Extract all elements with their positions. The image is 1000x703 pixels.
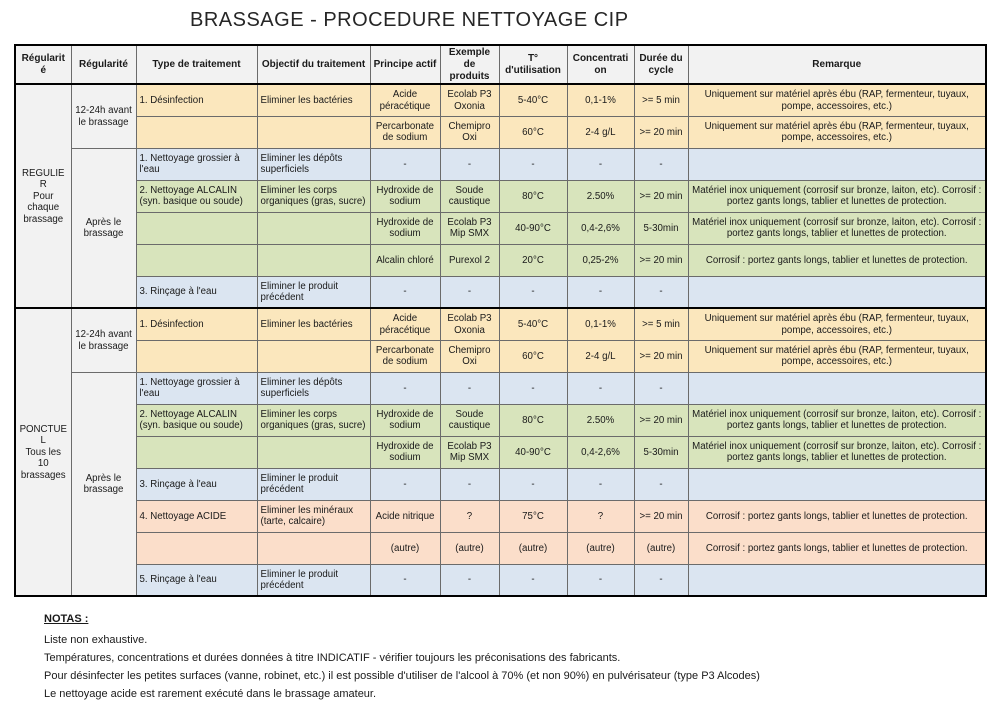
cell-duration: (autre) [634,532,688,564]
cell-objective [257,340,370,372]
cell-duration: - [634,564,688,596]
header-temperature: T° d'utilisation [499,45,567,84]
cell-temperature: 80°C [499,180,567,212]
note-line: Le nettoyage acide est rarement exécuté dans le brassage amateur. [44,688,377,701]
table-row [15,468,986,500]
cell-temperature: 75°C [499,500,567,532]
notes-heading: NOTAS : [44,613,89,626]
cell-objective [257,532,370,564]
cell-treatment-type [136,212,257,244]
cell-remark [688,468,986,500]
cell-objective: Eliminer les corps organiques (gras, sucre) [257,180,370,212]
cell-treatment-type: 1. Nettoyage grossier à l'eau [136,148,257,180]
cell-product: ? [440,500,499,532]
cell-concentration: 2.50% [567,404,634,436]
table-body [15,84,986,596]
cell-temperature: 5-40°C [499,308,567,340]
cell-duration: - [634,468,688,500]
cell-treatment-type: 2. Nettoyage ALCALIN (syn. basique ou soude) [136,180,257,212]
cell-concentration: ? [567,500,634,532]
cell-temperature: 80°C [499,404,567,436]
cell-active-principle: Acide péracétique [370,308,440,340]
cell-objective [257,212,370,244]
cell-temperature: 40-90°C [499,212,567,244]
cell-product: Ecolab P3 Mip SMX [440,436,499,468]
cell-product: (autre) [440,532,499,564]
cell-duration: >= 20 min [634,500,688,532]
regularity-subtitle: Tous les 10 brassages [20,446,66,481]
timing-cell: 12-24h avant le brassage [71,308,136,372]
timing-cell: 12-24h avant le brassage [71,84,136,148]
cell-objective [257,244,370,276]
table-header [15,45,986,84]
cell-product: - [440,372,499,404]
header-treatment-type: Type de traitement [136,45,257,84]
cell-treatment-type: 4. Nettoyage ACIDE [136,500,257,532]
regularity-subtitle: Pour chaque brassage [23,190,64,225]
cell-product: - [440,468,499,500]
cell-concentration: 2.50% [567,180,634,212]
cell-concentration: 0,1-1% [567,308,634,340]
cell-product: Chemipro Oxi [440,340,499,372]
cell-temperature: - [499,372,567,404]
cell-active-principle: Percarbonate de sodium [370,116,440,148]
table-row [15,244,986,276]
cell-remark [688,372,986,404]
table-row [15,532,986,564]
cell-active-principle: (autre) [370,532,440,564]
cell-treatment-type: 3. Rinçage à l'eau [136,276,257,308]
cell-objective: Eliminer le produit précédent [257,564,370,596]
cell-temperature: (autre) [499,532,567,564]
cell-concentration: - [567,564,634,596]
cell-treatment-type [136,532,257,564]
cell-concentration: - [567,148,634,180]
header-product-example: Exemple de produits [440,45,499,84]
table-row [15,180,986,212]
note-line: Liste non exhaustive. [44,634,148,647]
cell-remark: Corrosif : portez gants longs, tablier et lunettes de protection. [688,500,986,532]
cell-duration: 5-30min [634,212,688,244]
table-row [15,116,986,148]
cell-product: Soude caustique [440,180,499,212]
cell-duration: >= 20 min [634,244,688,276]
cell-temperature: 40-90°C [499,436,567,468]
header-objective: Objectif du traitement [257,45,370,84]
cell-treatment-type: 3. Rinçage à l'eau [136,468,257,500]
cell-remark: Uniquement sur matériel après ébu (RAP, fermenteur, tuyaux, pompe, accessoires, etc.) [688,308,986,340]
page-title: BRASSAGE - PROCEDURE NETTOYAGE CIP [190,9,629,31]
table-row [15,148,986,180]
table-row [15,564,986,596]
notes-section [44,613,1000,703]
cell-treatment-type [136,116,257,148]
cell-duration: - [634,148,688,180]
note-line: Températures, concentrations et durées données à titre INDICATIF - vérifier toujours les préconisations des fabricants. [44,652,621,665]
cell-temperature: 60°C [499,116,567,148]
timing-cell: Après le brassage [71,372,136,596]
cell-concentration: 2-4 g/L [567,116,634,148]
cell-duration: >= 20 min [634,404,688,436]
cell-active-principle: Hydroxide de sodium [370,436,440,468]
cell-concentration: - [567,468,634,500]
timing-cell: Après le brassage [71,148,136,308]
cell-remark [688,276,986,308]
cell-treatment-type [136,436,257,468]
header-cycle-duration: Durée du cycle [634,45,688,84]
cell-objective: Eliminer les corps organiques (gras, sucre) [257,404,370,436]
cell-remark: Uniquement sur matériel après ébu (RAP, fermenteur, tuyaux, pompe, accessoires, etc.) [688,116,986,148]
cell-objective: Eliminer le produit précédent [257,276,370,308]
cell-concentration: 0,4-2,6% [567,212,634,244]
regularity-cell [15,84,71,308]
cell-objective: Eliminer les bactéries [257,308,370,340]
cell-temperature: - [499,564,567,596]
cell-remark: Matériel inox uniquement (corrosif sur bronze, laiton, etc). Corrosif : portez gants longs, tablier et lunettes de protection. [688,212,986,244]
cell-objective: Eliminer les bactéries [257,84,370,116]
cell-active-principle: - [370,372,440,404]
cell-remark: Matériel inox uniquement (corrosif sur bronze, laiton, etc). Corrosif : portez gants longs, tablier et lunettes de protection. [688,436,986,468]
cell-active-principle: Acide péracétique [370,84,440,116]
cell-temperature: 60°C [499,340,567,372]
cell-concentration: (autre) [567,532,634,564]
table-row [15,436,986,468]
cell-objective [257,116,370,148]
cell-product: - [440,276,499,308]
cell-product: Chemipro Oxi [440,116,499,148]
table-row [15,372,986,404]
cell-remark: Corrosif : portez gants longs, tablier et lunettes de protection. [688,532,986,564]
cell-product: Ecolab P3 Oxonia [440,84,499,116]
cell-active-principle: - [370,148,440,180]
regularity-name: REGULIER [21,167,65,191]
cell-treatment-type: 1. Désinfection [136,308,257,340]
cell-concentration: 2-4 g/L [567,340,634,372]
table-row [15,340,986,372]
cell-duration: 5-30min [634,436,688,468]
cell-active-principle: Hydroxide de sodium [370,180,440,212]
cell-product: Ecolab P3 Oxonia [440,308,499,340]
cell-active-principle: - [370,276,440,308]
cell-temperature: - [499,148,567,180]
cell-product: Ecolab P3 Mip SMX [440,212,499,244]
table-row [15,500,986,532]
cell-treatment-type: 2. Nettoyage ALCALIN (syn. basique ou soude) [136,404,257,436]
cell-active-principle: Alcalin chloré [370,244,440,276]
cell-active-principle: - [370,468,440,500]
cell-objective: Eliminer les dépôts superficiels [257,372,370,404]
cell-treatment-type: 1. Désinfection [136,84,257,116]
cell-remark: Corrosif : portez gants longs, tablier et lunettes de protection. [688,244,986,276]
cell-objective: Eliminer les dépôts superficiels [257,148,370,180]
cell-duration: - [634,276,688,308]
cell-temperature: 5-40°C [499,84,567,116]
table-row [15,276,986,308]
table-row [15,212,986,244]
cell-concentration: 0,1-1% [567,84,634,116]
cell-duration: >= 20 min [634,180,688,212]
cell-remark: Matériel inox uniquement (corrosif sur bronze, laiton, etc). Corrosif : portez gants longs, tablier et lunettes de protection. [688,404,986,436]
cell-objective [257,436,370,468]
header-regularity-2: Régularité [71,45,136,84]
cell-concentration: - [567,372,634,404]
cell-concentration: - [567,276,634,308]
cell-treatment-type [136,340,257,372]
header-regularity-1: Régularité [15,45,71,84]
cell-duration: >= 20 min [634,116,688,148]
cell-remark [688,148,986,180]
cell-product: Soude caustique [440,404,499,436]
cell-objective: Eliminer les minéraux (tarte, calcaire) [257,500,370,532]
cell-concentration: 0,25-2% [567,244,634,276]
cell-treatment-type: 1. Nettoyage grossier à l'eau [136,372,257,404]
cell-active-principle: - [370,564,440,596]
cell-active-principle: Acide nitrique [370,500,440,532]
cip-procedure-table [14,44,987,597]
cell-temperature: - [499,468,567,500]
regularity-name: PONCTUEL [19,423,67,447]
cell-temperature: - [499,276,567,308]
table-row [15,84,986,116]
cell-duration: >= 20 min [634,340,688,372]
header-concentration: Concentration [567,45,634,84]
cell-product: - [440,564,499,596]
cell-duration: - [634,372,688,404]
header-row [15,45,986,84]
cell-product: - [440,148,499,180]
cell-temperature: 20°C [499,244,567,276]
cell-active-principle: Hydroxide de sodium [370,404,440,436]
cell-remark: Uniquement sur matériel après ébu (RAP, fermenteur, tuyaux, pompe, accessoires, etc.) [688,340,986,372]
cell-remark: Uniquement sur matériel après ébu (RAP, fermenteur, tuyaux, pompe, accessoires, etc.) [688,84,986,116]
cell-duration: >= 5 min [634,84,688,116]
cell-treatment-type: 5. Rinçage à l'eau [136,564,257,596]
regularity-cell [15,308,71,596]
cell-remark [688,564,986,596]
table-row [15,404,986,436]
cell-concentration: 0,4-2,6% [567,436,634,468]
cell-product: Purexol 2 [440,244,499,276]
cell-objective: Eliminer le produit précédent [257,468,370,500]
header-remark: Remarque [688,45,986,84]
cell-active-principle: Percarbonate de sodium [370,340,440,372]
cell-duration: >= 5 min [634,308,688,340]
header-active-principle: Principe actif [370,45,440,84]
cell-active-principle: Hydroxide de sodium [370,212,440,244]
cell-remark: Matériel inox uniquement (corrosif sur bronze, laiton, etc). Corrosif : portez gants longs, tablier et lunettes de protection. [688,180,986,212]
cell-treatment-type [136,244,257,276]
note-line: Pour désinfecter les petites surfaces (vanne, robinet, etc.) il est possible d'utiliser de l'alcool à 70% (et non 90%) en pulvérisateur (type P3 Alcodes) [44,670,760,683]
table-row [15,308,986,340]
